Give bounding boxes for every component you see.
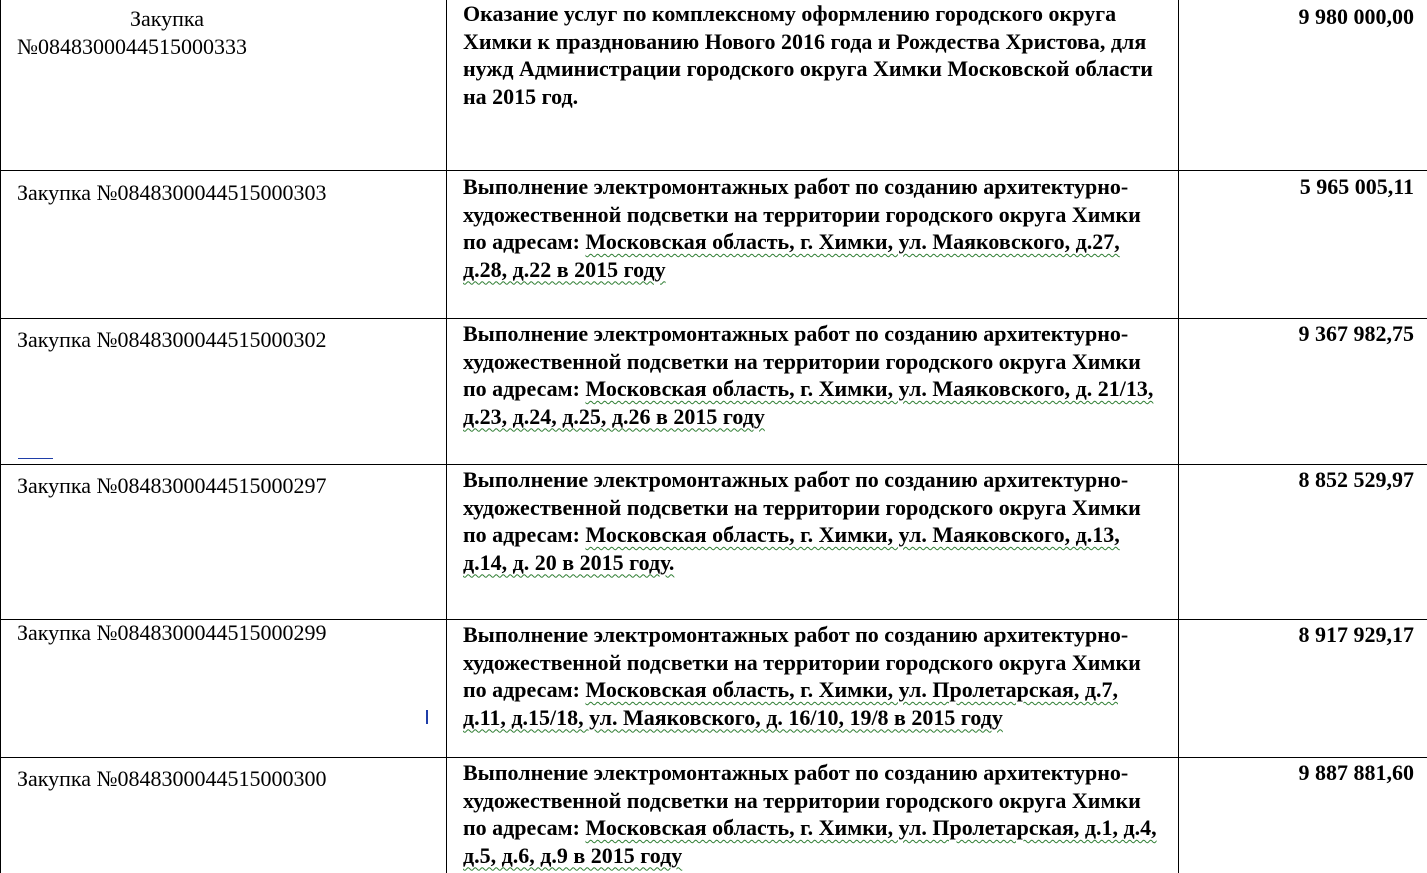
address-text: Московская область, г. Химки, ул. Маяковского, д. 21/13, д.23, д.24, д.25, д.26 в 2015 году: [463, 376, 1154, 429]
description-cell: Оказание услуг по комплексному оформлению городского округа Химки к празднованию Нового 2016 года и Рождества Христова, для нужд Администрации городского округа Химки Московской области на 2015 год.: [463, 1, 1153, 109]
row-divider: [0, 318, 1427, 319]
amount-cell: 9 367 982,75: [1298, 321, 1414, 346]
amount-cell: 9 980 000,00: [1298, 4, 1414, 29]
description-cell: [463, 759, 1163, 869]
column-divider-2: [1178, 0, 1179, 873]
amount-cell: 5 965 005,11: [1299, 174, 1414, 199]
procurement-cell: Закупка №0848300044515000302: [17, 327, 327, 352]
description-text: Выполнение электромонтажных работ по созданию архитектурно-художественной подсветки на территории городского округа Химки по адресам:: [463, 174, 1141, 254]
description-cell: [463, 621, 1163, 731]
row-divider: [0, 170, 1427, 171]
row-divider: [0, 464, 1427, 465]
column-divider-1: [446, 0, 447, 873]
procurement-cell: Закупка №0848300044515000299: [17, 620, 327, 645]
amount-cell: 8 917 929,17: [1298, 622, 1414, 647]
procurement-number: №0848300044515000333: [17, 34, 247, 59]
address-text: Московская область, г. Химки, ул. Пролетарская, д.7, д.11, д.15/18, ул. Маяковского, д. 16/10, 19/8 в 2015 году: [463, 677, 1118, 730]
description-cell: [463, 173, 1163, 283]
description-cell: [463, 466, 1163, 576]
amount-cell: 8 852 529,97: [1298, 467, 1414, 492]
procurement-cell: [17, 5, 317, 61]
stray-mark: [18, 458, 53, 459]
description-text: Выполнение электромонтажных работ по созданию архитектурно-художественной подсветки на территории городского округа Химки по адресам:: [463, 622, 1141, 702]
address-text: Московская область, г. Химки, ул. Маяковского, д.13, д.14, д. 20 в 2015 году.: [463, 522, 1120, 575]
address-text: Московская область, г. Химки, ул. Маяковского, д.27, д.28, д.22 в 2015 году: [463, 229, 1120, 282]
procurement-cell: Закупка №0848300044515000303: [17, 180, 327, 205]
description-cell: [463, 320, 1163, 430]
amount-cell: 9 887 881,60: [1298, 760, 1414, 785]
procurement-cell: Закупка №0848300044515000300: [17, 766, 327, 791]
table-left-border: [0, 0, 1, 873]
stray-mark: [426, 710, 428, 724]
description-text: Выполнение электромонтажных работ по созданию архитектурно-художественной подсветки на территории городского округа Химки по адресам:: [463, 321, 1141, 401]
description-text: Выполнение электромонтажных работ по созданию архитектурно-художественной подсветки на территории городского округа Химки по адресам:: [463, 760, 1141, 840]
row-divider: [0, 757, 1427, 758]
address-text: Московская область, г. Химки, ул. Пролетарская, д.1, д.4, д.5, д.6, д.9 в 2015 году: [463, 815, 1157, 868]
description-text: Выполнение электромонтажных работ по созданию архитектурно-художественной подсветки на территории городского округа Химки по адресам:: [463, 467, 1141, 547]
procurement-cell: Закупка №0848300044515000297: [17, 473, 327, 498]
procurement-word: Закупка: [129, 6, 205, 31]
